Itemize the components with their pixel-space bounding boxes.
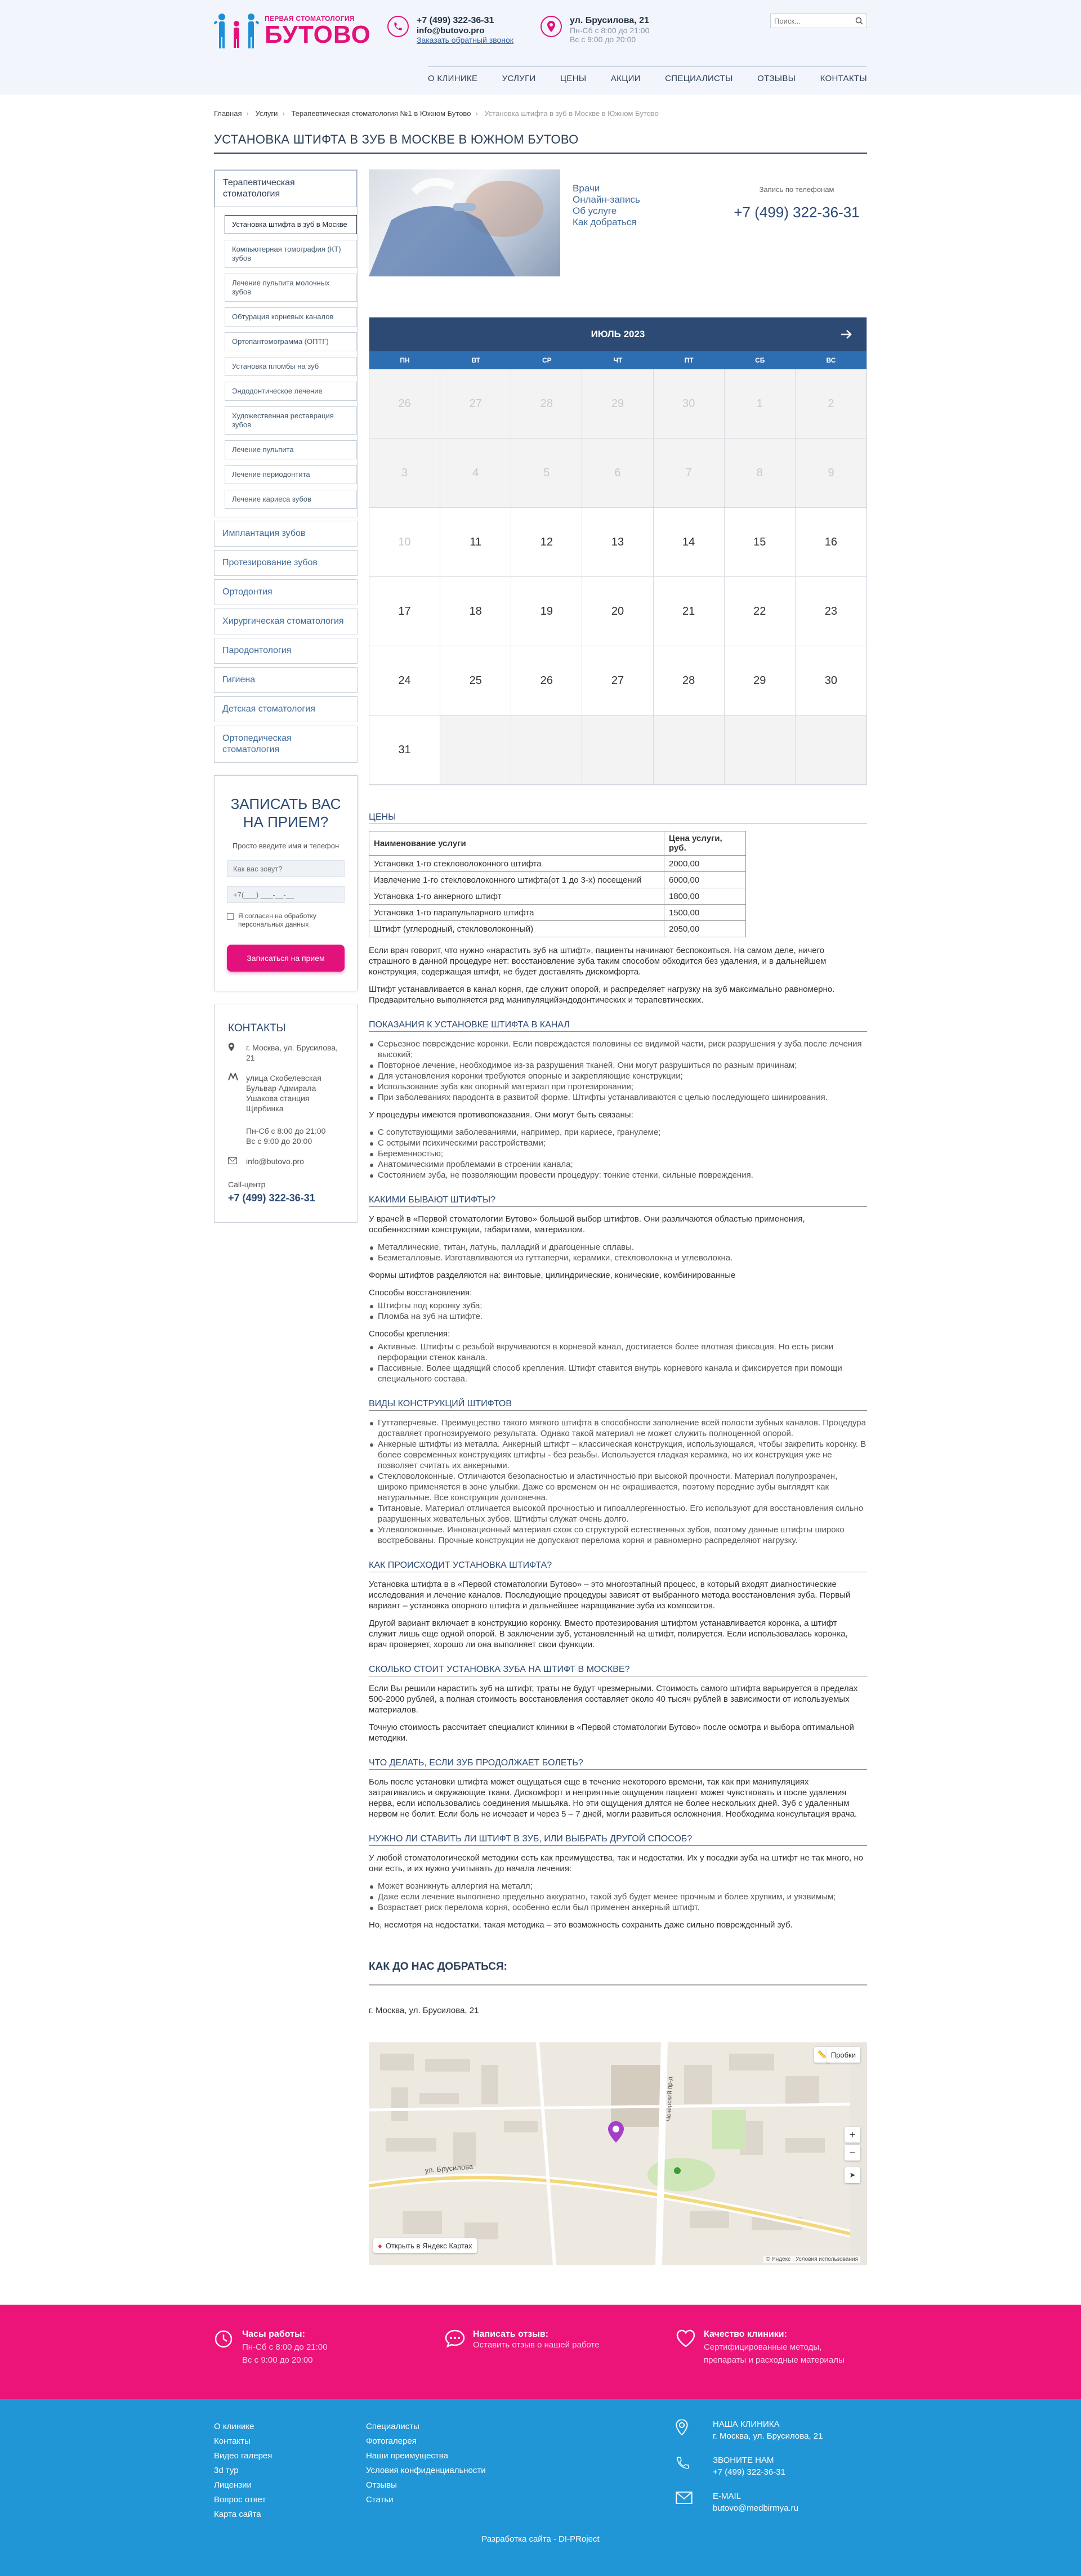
calendar-weekday: СБ xyxy=(755,356,765,364)
quick-link-booking[interactable]: Онлайн-запись xyxy=(573,194,640,205)
zoom-out-icon[interactable]: − xyxy=(845,2145,860,2161)
nav-promos[interactable]: АКЦИИ xyxy=(610,74,641,83)
calendar-day: 30 xyxy=(654,369,725,439)
metro-icon xyxy=(228,1073,240,1113)
sidebar-subitem[interactable]: Ортопантомограмма (ОПТГ) xyxy=(225,332,357,351)
list-item: При заболеваниях пародонта в развитой форме. Штифты устанавливаются с целью последующего шинирования. xyxy=(369,1092,867,1103)
footer-link[interactable]: Специалисты xyxy=(366,2422,419,2431)
content xyxy=(369,169,867,2265)
article-paragraph: Формы штифтов разделяются на: винтовые, цилиндрические, конические, комбинированные xyxy=(369,1271,736,1280)
article-paragraph: Другой вариант включает в конструкцию коронку. Вместо протезирования штифтом устанавливается коронка, а штифт служит лишь еще одной опорой. В заключении зуб, установленный на штифт, полируется. Если использовалась коронка, врач проверяет, хорошо ли она выполняет свои функции. xyxy=(369,1618,848,1649)
calendar-weekday: СР xyxy=(542,356,552,364)
price-row xyxy=(369,872,746,888)
booking-phone-block xyxy=(726,169,867,276)
how-heading: КАК ПРОИСХОДИТ УСТАНОВКА ШТИФТА? xyxy=(369,1560,867,1572)
map-copyright[interactable]: © Яндекс xyxy=(766,2256,791,2262)
article-paragraph: Если Вы решили нарастить зуб на штифт, траты не будут чрезмерными. Стоимость самого штифта варьируется в пределах 500-2000 рублей, а полная стоимость восстановления составляет около 40 тысяч рублей в зависимости от используемых материалов. xyxy=(369,1684,858,1715)
booking-calendar xyxy=(369,317,867,785)
map-street-label: ул. Брусилова xyxy=(424,2162,474,2175)
list-item: Пассивные. Более щадящий способ крепления. Штифт ставится внутрь корневого канала и фиксируется при помощи специального состава. xyxy=(369,1363,867,1384)
prices-heading: ЦЕНЫ xyxy=(369,812,867,824)
list-item: Повторное лечение, необходимое из-за разрушения тканей. Они могут разрушиться по разным причинам; xyxy=(369,1060,867,1071)
calendar-day[interactable]: 13 xyxy=(582,508,653,577)
article-paragraph: Штифт устанавливается в канал корня, где служит опорой, и распределяет нагрузку на зуб максимально равномерно. Предварительно выполняется ряд манипуляцийэндодонтических и терапевтических. xyxy=(369,985,835,1005)
article-paragraph: Способы крепления: xyxy=(369,1329,450,1339)
map-attribution: © Яндекс · Условия использования xyxy=(763,2256,860,2263)
sidebar-item[interactable]: Ортопедическая стоматология xyxy=(214,726,358,763)
calendar-day: 5 xyxy=(511,439,582,508)
price-value: 6000,00 xyxy=(664,872,746,888)
sidebar-items xyxy=(214,521,358,763)
sidebar-subitem[interactable]: Установка пломбы на зуб xyxy=(225,357,357,376)
price-service: Извлечение 1-го стекловолоконного штифта(от 1 до 3-х) посещений xyxy=(369,872,664,888)
footer-link[interactable]: Видео галерея xyxy=(214,2451,273,2461)
calendar-day[interactable]: 15 xyxy=(725,508,796,577)
calendar-day: 4 xyxy=(440,439,511,508)
sidebar-item[interactable]: Детская стоматология xyxy=(214,696,358,722)
list-item: Титановые. Материал отличается высокой прочностью и гипоаллергенностью. Его используют для восстановления сильно разрушенных жевательных зубов. Штифты служат очень долго. xyxy=(369,1503,867,1524)
list-item: Гуттаперчевые. Преимущество такого мягкого штифта в способности заполнение всей полости зубных каналов. Процедура доставляет прогнозируемого результата. Однако такой материал не может служить полноценной опорой. xyxy=(369,1417,867,1439)
location-pin-icon xyxy=(676,2420,713,2441)
article xyxy=(369,812,867,1930)
family-logo-icon xyxy=(214,12,260,50)
breadcrumb-separator-icon: › xyxy=(246,109,249,118)
quick-link-directions[interactable]: Как добраться xyxy=(573,217,637,227)
footer-links-1 xyxy=(214,2420,366,2528)
article-paragraph: Но, несмотря на недостатки, такая методика – это возможность сохранить даже сильно поврежденный зуб. xyxy=(369,1920,793,1930)
restore-list xyxy=(369,1300,867,1322)
sidebar-menu-therapy xyxy=(214,169,358,517)
breadcrumb-current: Установка штифта в зуб в Москве в Южном Бутово xyxy=(484,109,659,118)
traffic-label: Пробки xyxy=(830,2050,856,2059)
calendar-day[interactable]: 26 xyxy=(511,646,582,715)
main-area xyxy=(214,95,867,2265)
contraindications-list xyxy=(369,1127,867,1180)
appointment-submit-button[interactable]: Записаться на прием xyxy=(227,945,345,972)
appointment-form xyxy=(214,775,358,991)
footer-link[interactable]: Наши преимущества xyxy=(366,2451,448,2461)
calendar-header xyxy=(369,317,866,351)
contact-hours-sunday: Вс с 9:00 до 20:00 xyxy=(246,1137,312,1146)
search-box xyxy=(770,14,867,28)
contact-hours-weekdays: Пн-Сб с 8:00 до 21:00 xyxy=(246,1126,326,1135)
contact-metro xyxy=(228,1073,343,1113)
sidebar-item[interactable]: Гигиена xyxy=(214,667,358,693)
indications-heading: ПОКАЗАНИЯ К УСТАНОВКЕ ШТИФТА В КАНАЛ xyxy=(369,1020,867,1032)
sidebar-subitem[interactable]: Обтурация корневых каналов xyxy=(225,307,357,327)
list-item: Серьезное повреждение коронки. Если повреждается половины ее видимой части, риск разрушения у зуба после лечения высокий; xyxy=(369,1039,867,1060)
list-item: Даже если лечение выполнено предельно аккуратно, такой зуб будет менее прочным и более хрупким, и уязвимым; xyxy=(369,1891,867,1902)
contacts-title: КОНТАКТЫ xyxy=(228,1022,286,1034)
contact-email-text[interactable]: info@butovo.pro xyxy=(246,1157,304,1166)
breadcrumb-home[interactable]: Главная xyxy=(214,109,242,118)
mail-icon xyxy=(676,2492,713,2513)
sidebar-item-therapy[interactable]: Терапевтическая стоматология xyxy=(215,170,357,207)
contact-address xyxy=(228,1043,343,1063)
feature-hours-line2: Вс с 9:00 до 20:00 xyxy=(242,2355,313,2365)
sidebar-subitem[interactable]: Лечение пульпита молочных зубов xyxy=(225,274,357,302)
booking-phone[interactable]: +7 (499) 322-36-31 xyxy=(734,204,860,221)
appointment-text: Просто введите имя и телефон xyxy=(232,842,340,850)
types-list xyxy=(369,1417,867,1546)
calendar-day: 29 xyxy=(582,369,653,439)
consent-label: Я согласен на обработку персональных данных xyxy=(238,912,316,928)
map-marker-icon[interactable] xyxy=(608,2121,624,2145)
chat-bubble-icon xyxy=(445,2329,473,2365)
calendar-day[interactable]: 20 xyxy=(582,577,653,646)
phone-input[interactable] xyxy=(227,886,345,903)
sidebar-subitem[interactable]: Компьютерная томография (КТ) зубов xyxy=(225,240,357,268)
price-value: 2000,00 xyxy=(664,856,746,872)
quick-link-about-service[interactable]: Об услуге xyxy=(573,205,617,216)
footer-link[interactable]: Лицензии xyxy=(214,2480,252,2490)
feature-quality-title: Качество клиники: xyxy=(704,2329,787,2339)
header-phone-block xyxy=(387,16,513,45)
list-item: С сопутствующими заболеваниями, например, при кариесе, гранулеме; xyxy=(369,1127,867,1138)
callcenter-phone[interactable]: +7 (499) 322-36-31 xyxy=(228,1192,315,1204)
prices-table xyxy=(369,831,746,937)
open-in-yandex-button[interactable] xyxy=(373,2238,477,2253)
calendar-day: 26 xyxy=(369,369,440,439)
footer-link[interactable]: Отзывы xyxy=(366,2480,397,2490)
sidebar-subitem[interactable]: Художественная реставрация зубов xyxy=(225,406,357,435)
list-item: Углеволоконные. Инновационный материал схож со структурой естественных зубов, поэтому данные штифты широко востребованы. Прочные конструкции не допускают перелома корня и равномерно распределяют нагрузку. xyxy=(369,1524,867,1546)
page-title: УСТАНОВКА ШТИФТА В ЗУБ В МОСКВЕ В ЮЖНОМ БУТОВО xyxy=(214,132,867,154)
contact-hours xyxy=(228,1126,343,1146)
nav-about[interactable]: О КЛИНИКЕ xyxy=(428,74,478,83)
calendar-day: 6 xyxy=(582,439,653,508)
kinds-heading: КАКИМИ БЫВАЮТ ШТИФТЫ? xyxy=(369,1195,867,1207)
footer-clinic-info xyxy=(676,2420,867,2528)
contact-email xyxy=(228,1156,343,1166)
main-nav xyxy=(428,66,867,83)
calendar-day: 9 xyxy=(796,439,866,508)
quick-link-doctors[interactable]: Врачи xyxy=(573,183,600,194)
footer-email-title: E-MAIL xyxy=(713,2492,741,2501)
calendar-day[interactable]: 22 xyxy=(725,577,796,646)
features-strip xyxy=(0,2305,1081,2399)
drawbacks-list xyxy=(369,1881,867,1913)
zoom-in-icon[interactable]: + xyxy=(845,2127,860,2143)
sidebar-subitem[interactable]: Лечение периодонтита xyxy=(225,465,357,484)
sidebar-item[interactable]: Ортодонтия xyxy=(214,579,358,605)
footer-clinic-address: г. Москва, ул. Брусилова, 21 xyxy=(713,2431,823,2441)
breadcrumb-services[interactable]: Услуги xyxy=(255,109,278,118)
header-email[interactable]: info@butovo.pro xyxy=(417,26,485,35)
calendar-weekday: ПН xyxy=(400,356,410,364)
contact-metro-text: улица Скобелевская Бульвар Адмирала Ушакова станция Щербинка xyxy=(246,1074,321,1113)
price-value: 1800,00 xyxy=(664,888,746,905)
calendar-day: 27 xyxy=(440,369,511,439)
calendar-day[interactable]: 29 xyxy=(725,646,796,715)
footer-clinic-title: НАША КЛИНИКА xyxy=(713,2420,780,2429)
types-heading: ВИДЫ КОНСТРУКЦИЙ ШТИФТОВ xyxy=(369,1399,867,1411)
clock-icon xyxy=(214,2329,242,2365)
calendar-day[interactable]: 17 xyxy=(369,577,440,646)
cost-heading: СКОЛЬКО СТОИТ УСТАНОВКА ЗУБА НА ШТИФТ В МОСКВЕ? xyxy=(369,1665,867,1676)
header-address: ул. Брусилова, 21 xyxy=(570,16,649,25)
calendar-day xyxy=(582,715,653,785)
footer-email-block xyxy=(676,2492,867,2513)
phone-icon xyxy=(676,2456,713,2477)
sidebar-subitem[interactable]: Лечение кариеса зубов xyxy=(225,490,357,509)
ruler-icon[interactable]: 📏 xyxy=(814,2047,830,2063)
list-item: Безметалловые. Изготавливаются из гуттаперчи, керамики, стекловолокна и углеволокна. xyxy=(369,1253,867,1263)
nav-specialists[interactable]: СПЕЦИАЛИСТЫ xyxy=(665,74,733,83)
nav-services[interactable]: УСЛУГИ xyxy=(502,74,536,83)
sidebar-subitem[interactable]: Лечение пульпита xyxy=(225,440,357,459)
yandex-map[interactable] xyxy=(369,2042,867,2265)
calendar-day[interactable]: 21 xyxy=(654,577,725,646)
calendar-day[interactable]: 16 xyxy=(796,508,866,577)
article-paragraph: Боль после установки штифта может ощущаться еще в течение некоторого времени, так как при манипуляциях затрагивались и окружающие ткани. Дискомфорт и неприятные ощущения пациент может чувствовать и после удаления нерва, если использовались соединения мышьяка. Но эти ощущения длятся не более нескольких дней. Зуб с удаленным нервом не болит. Если боль не исчезает и через 5 – 7 дней, могли развиться осложнения. Необходима консультация врача. xyxy=(369,1777,857,1819)
calendar-day: 28 xyxy=(511,369,582,439)
sidebar-item[interactable]: Имплантация зубов xyxy=(214,521,358,547)
consent-row xyxy=(227,912,345,929)
open-in-yandex-label: Открыть в Яндекс Картах xyxy=(385,2241,472,2250)
list-item: Может возникнуть аллергия на металл; xyxy=(369,1881,867,1891)
calendar-day[interactable]: 19 xyxy=(511,577,582,646)
header-hours-weekdays: Пн-Сб с 8:00 до 21:00 xyxy=(570,26,650,35)
calendar-day xyxy=(796,715,866,785)
prices-col-price: Цена услуги, руб. xyxy=(664,831,746,856)
indications-list xyxy=(369,1039,867,1103)
price-service: Штифт (углеродный, стекловолоконный) xyxy=(369,921,664,937)
directions-title: КАК ДО НАС ДОБРАТЬСЯ: xyxy=(369,1961,867,1985)
sidebar-item[interactable]: Хирургическая стоматология xyxy=(214,609,358,634)
service-photo xyxy=(369,169,560,276)
footer-call xyxy=(676,2456,867,2477)
calendar-day[interactable]: 23 xyxy=(796,577,866,646)
article-paragraph: Точную стоимость рассчитает специалист клиники в «Первой стоматологии Бутово» после осмотра и выбора оптимальной методики. xyxy=(369,1723,854,1743)
calendar-day[interactable]: 14 xyxy=(654,508,725,577)
list-item: С острыми психическими расстройствами; xyxy=(369,1138,867,1148)
calendar-day[interactable]: 27 xyxy=(582,646,653,715)
callcenter-label: Call-центр xyxy=(228,1180,266,1189)
calendar-day[interactable]: 30 xyxy=(796,646,866,715)
name-input[interactable] xyxy=(227,860,345,877)
traffic-button[interactable] xyxy=(827,2047,860,2063)
feature-review-link[interactable]: Оставить отзыв о нашей работе xyxy=(473,2340,600,2350)
price-service: Установка 1-го анкерного штифт xyxy=(369,888,664,905)
sidebar-submenu xyxy=(215,207,357,517)
sidebar-subitem[interactable]: Установка штифта в зуб в Москве xyxy=(225,215,357,234)
feature-hours-title: Часы работы: xyxy=(242,2329,305,2339)
calendar-day: 7 xyxy=(654,439,725,508)
price-row xyxy=(369,856,746,872)
article-paragraph: У процедуры имеются противопоказания. Они могут быть связаны: xyxy=(369,1110,633,1120)
calendar-day[interactable]: 18 xyxy=(440,577,511,646)
calendar-day[interactable]: 28 xyxy=(654,646,725,715)
sidebar-subitem[interactable]: Эндодонтическое лечение xyxy=(225,382,357,401)
breadcrumb-therapy[interactable]: Терапевтическая стоматология №1 в Южном Бутово xyxy=(291,109,471,118)
calendar-day[interactable]: 25 xyxy=(440,646,511,715)
article-paragraph: Если врач говорит, что нужно «нарастить зуб на штифт», пациенты начинают беспокоиться. На самом деле, ничего страшного в данной процедуре нет: восстановление зуба таким способом обходится без удаления, и в дальнейшем конструкция, содержащая штифт, не будет доставлять дискомфорта. xyxy=(369,946,827,977)
feature-review xyxy=(445,2329,636,2365)
choose-heading: НУЖНО ЛИ СТАВИТЬ ЛИ ШТИФТ В ЗУБ, ИЛИ ВЫБРАТЬ ДРУГОЙ СПОСОБ? xyxy=(369,1834,867,1846)
geolocation-icon[interactable]: ➤ xyxy=(845,2167,860,2183)
list-item: Анатомическими проблемами в строении канала; xyxy=(369,1159,867,1170)
feature-quality xyxy=(676,2329,867,2365)
footer-phone[interactable]: +7 (499) 322-36-31 xyxy=(713,2467,785,2477)
location-pin-icon xyxy=(228,1043,240,1063)
list-item: Пломба на зуб на штифте. xyxy=(369,1311,867,1322)
calendar-day[interactable]: 31 xyxy=(369,715,440,785)
prices-col-service: Наименование услуги xyxy=(369,831,664,856)
sidebar-item[interactable]: Протезирование зубов xyxy=(214,550,358,576)
calendar-weekdays xyxy=(369,351,866,369)
calendar-grid xyxy=(369,369,866,785)
list-item: Состоянием зуба, не позволяющим провести процедуру: тонкие стенки, сильные повреждения. xyxy=(369,1170,867,1180)
price-value: 1500,00 xyxy=(664,905,746,921)
list-item: Стекловолоконные. Отличаются безопасностью и эластичностью при высокой прочности. Материал полупрозрачен, широко применяется в зоне улыбки. Даже со временем он не окрашивается, поэтому передние зубы выглядят как натуральные. Все конструкция долговечна. xyxy=(369,1471,867,1503)
calendar-weekday: ВТ xyxy=(471,356,480,364)
price-row xyxy=(369,905,746,921)
consent-checkbox[interactable] xyxy=(227,913,234,920)
calendar-weekday: ЧТ xyxy=(613,356,623,364)
list-item: Для установления коронки требуются опорные и закрепляющие конструкции; xyxy=(369,1071,867,1081)
article-paragraph: Установка штифта в в «Первой стоматологии Бутово» – это многоэтапный процесс, в который входят диагностические исследования и лечение каналов. Последующие процедуры зависят от выбранного метода восстановления зуба. Первый вариант – установка опорного штифта и дальнейшее наращивание зуба из композитов. xyxy=(369,1580,851,1611)
footer-link[interactable]: Карта сайта xyxy=(214,2510,261,2519)
breadcrumb xyxy=(214,95,867,118)
kinds-list xyxy=(369,1242,867,1263)
nav-reviews[interactable]: ОТЗЫВЫ xyxy=(757,74,796,83)
heart-icon xyxy=(676,2329,704,2365)
article-paragraph: Способы восстановления: xyxy=(369,1288,472,1298)
feature-hours xyxy=(214,2329,405,2365)
mail-icon xyxy=(228,1156,240,1166)
list-item: Возрастает риск перелома корня, особенно если был применен анкерный штифт. xyxy=(369,1902,867,1913)
list-item: Беременностью; xyxy=(369,1148,867,1159)
developer-credit[interactable]: Разработка сайта - DI-PRoject xyxy=(481,2534,600,2544)
search-icon[interactable] xyxy=(852,17,866,25)
list-item: Металлические, титан, латунь, палладий и драгоценные сплавы. xyxy=(369,1242,867,1253)
calendar-day: 1 xyxy=(725,369,796,439)
calendar-month: ИЮЛЬ 2023 xyxy=(591,329,645,339)
contact-address-text: г. Москва, ул. Брусилова, 21 xyxy=(246,1043,338,1062)
calendar-weekday: ПТ xyxy=(684,356,694,364)
footer-links-2 xyxy=(366,2420,518,2528)
calendar-day: 2 xyxy=(796,369,866,439)
calendar-day xyxy=(725,715,796,785)
calendar-weekday: ВС xyxy=(826,356,836,364)
calendar-day: 10 xyxy=(369,508,440,577)
calendar-day[interactable]: 11 xyxy=(440,508,511,577)
sidebar-item[interactable]: Пародонтология xyxy=(214,638,358,664)
header-address-block xyxy=(540,16,649,44)
header-phone[interactable]: +7 (499) 322-36-31 xyxy=(417,16,494,25)
footer-link[interactable]: Вопрос ответ xyxy=(214,2495,266,2505)
map-terms[interactable]: Условия использования xyxy=(796,2256,858,2262)
header-hours-sunday: Вс с 9:00 до 20:00 xyxy=(570,35,636,44)
feature-quality-line1: Сертифицированные методы, xyxy=(704,2342,822,2352)
article-paragraph: У врачей в «Первой стоматологии Бутово» большой выбор штифтов. Они различаются областью применения, особенностями конструкции, габаритами, материалом. xyxy=(369,1214,805,1235)
callback-link[interactable]: Заказать обратный звонок xyxy=(417,35,513,44)
calendar-day: 8 xyxy=(725,439,796,508)
calendar-day xyxy=(654,715,725,785)
footer-link[interactable]: Статьи xyxy=(366,2495,394,2505)
logo-subtitle: ПЕРВАЯ СТОМАТОЛОГИЯ xyxy=(265,15,355,23)
appointment-title: ЗАПИСАТЬ ВАС НА ПРИЕМ? xyxy=(230,795,341,830)
calendar-day[interactable]: 24 xyxy=(369,646,440,715)
directions-address: г. Москва, ул. Брусилова, 21 xyxy=(369,2006,479,2015)
footer-link[interactable]: О клинике xyxy=(214,2422,254,2431)
fixation-list xyxy=(369,1341,867,1384)
feature-hours-line1: Пн-Сб с 8:00 до 21:00 xyxy=(242,2342,328,2352)
pain-heading: ЧТО ДЕЛАТЬ, ЕСЛИ ЗУБ ПРОДОЛЖАЕТ БОЛЕТЬ? xyxy=(369,1758,867,1770)
breadcrumb-separator-icon: › xyxy=(282,109,285,118)
site-footer xyxy=(0,2399,1081,2576)
contacts-block xyxy=(214,1004,358,1223)
list-item: Анкерные штифты из металла. Анкерный штифт – классическая конструкция, использующаяся, чтобы закрепить коронку. В более современных конструкциях штифты - без резьбы. Используется гладкая керамика, но их конструкция уже не позволяет считать их анкерными. xyxy=(369,1439,867,1471)
nav-contacts[interactable]: КОНТАКТЫ xyxy=(820,74,867,83)
price-value: 2050,00 xyxy=(664,921,746,937)
search-input[interactable] xyxy=(771,17,852,25)
logo-title: БУТОВО xyxy=(265,21,371,48)
footer-call-title: ЗВОНИТЕ НАМ xyxy=(713,2456,774,2465)
feature-review-title: Написать отзыв: xyxy=(473,2329,549,2339)
arrow-right-icon[interactable] xyxy=(839,328,853,344)
footer-clinic xyxy=(676,2420,867,2441)
footer-link[interactable]: Условия конфиденциальности xyxy=(366,2466,486,2475)
calendar-day xyxy=(440,715,511,785)
site-header xyxy=(0,0,1081,95)
nav-prices[interactable]: ЦЕНЫ xyxy=(560,74,587,83)
phone-icon xyxy=(387,16,409,37)
list-item: Штифты под коронку зуба; xyxy=(369,1300,867,1311)
quick-links xyxy=(573,169,685,276)
price-service: Установка 1-го стекловолоконного штифта xyxy=(369,856,664,872)
list-item: Активные. Штифты с резьбой вкручиваются в корневой канал, достигается более плотная фиксация. Но есть риски перфорации стенок канала. xyxy=(369,1341,867,1363)
yandex-pin-icon: ● xyxy=(378,2241,382,2250)
price-row xyxy=(369,921,746,937)
footer-link[interactable]: Контакты xyxy=(214,2436,251,2446)
sidebar xyxy=(214,169,358,2265)
breadcrumb-separator-icon: › xyxy=(475,109,478,118)
article-paragraph: У любой стоматологической методики есть как преимущества, так и недостатки. Их у посадки зуба на штифт не так много, но они есть, и их нужно учитывать до начала лечения: xyxy=(369,1853,864,1873)
calendar-day: 3 xyxy=(369,439,440,508)
calendar-day xyxy=(511,715,582,785)
map-street-label: Чечёрский пр-д xyxy=(665,2076,674,2122)
location-pin-icon xyxy=(540,16,562,37)
footer-email[interactable]: butovo@medbirmya.ru xyxy=(713,2503,798,2513)
list-item: Использование зуба как опорный материал при протезировании; xyxy=(369,1081,867,1092)
logo[interactable] xyxy=(214,12,371,50)
calendar-day[interactable]: 12 xyxy=(511,508,582,577)
booking-phone-label: Запись по телефонам xyxy=(759,185,834,194)
price-row xyxy=(369,888,746,905)
price-service: Установка 1-го парапульпарного штифта xyxy=(369,905,664,921)
footer-link[interactable]: Фотогалерея xyxy=(366,2436,417,2446)
feature-quality-line2: препараты и расходные материалы xyxy=(704,2355,845,2365)
footer-link[interactable]: 3d тур xyxy=(214,2466,239,2475)
